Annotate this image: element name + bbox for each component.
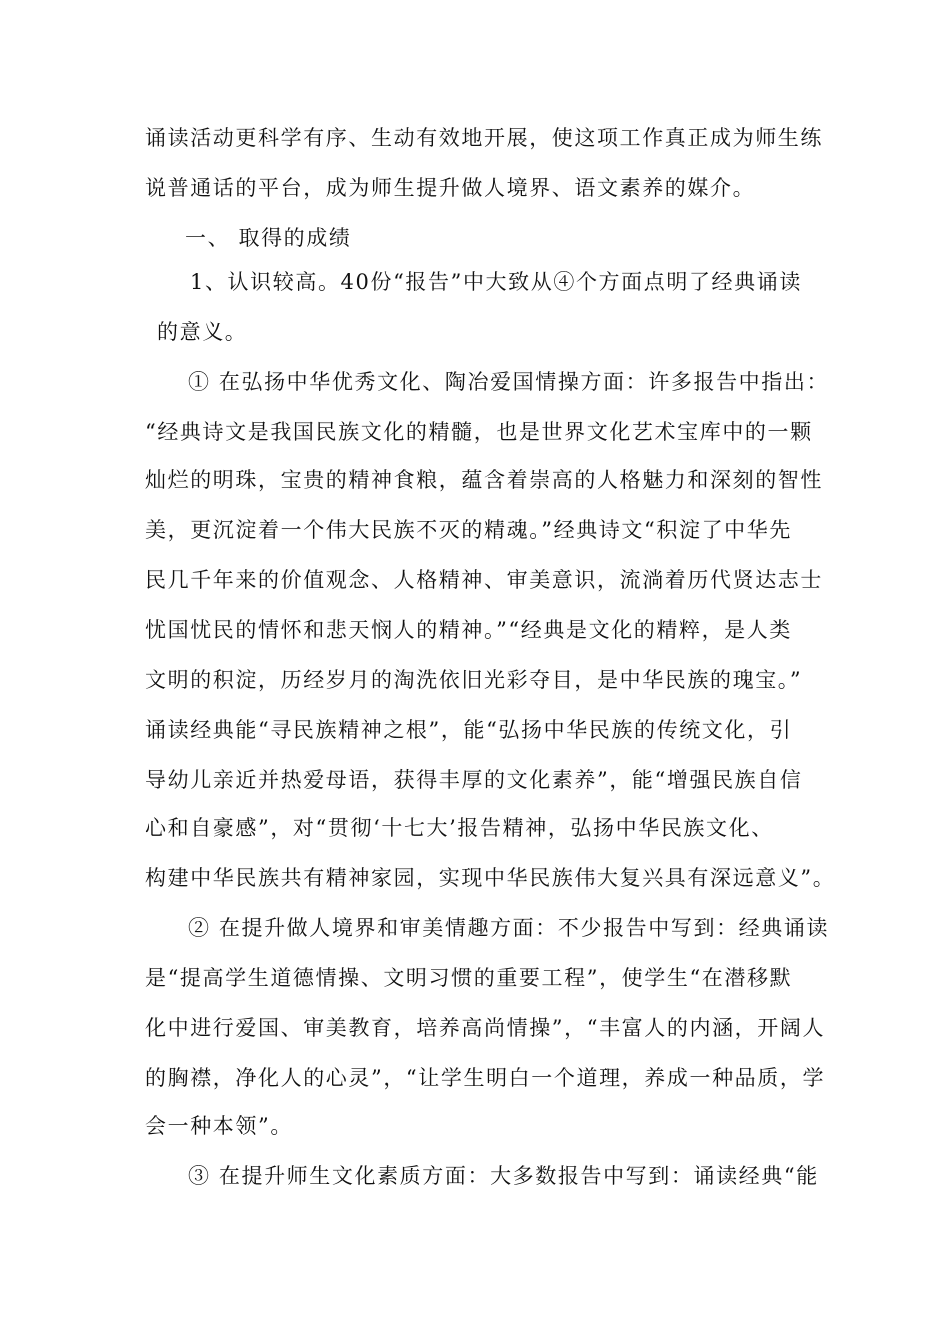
body-text-line: 心和自豪感”，对“贯彻‘十七大’报告精神，弘扬中华民族文化、 (145, 816, 774, 840)
body-text-line: “经典诗文是我国民族文化的精髓，也是世界文化艺术宝库中的一颗 (145, 420, 813, 444)
body-text-line: 1、认识较高。40份“报告”中大致从④个方面点明了经典诵读 (190, 270, 802, 294)
body-text-line: 忧国忧民的情怀和悲天悯人的精神。”“经典是文化的精粹，是人类 (145, 618, 792, 642)
body-text-line: 化中进行爱国、审美教育，培养高尚情操”，“丰富人的内涵，开阔人 (145, 1016, 826, 1040)
body-text-line: 说普通话的平台，成为师生提升做人境界、语文素养的媒介。 (145, 176, 756, 200)
body-text-line: 会一种本领”。 (145, 1114, 293, 1138)
body-text-line: 文明的积淀，历经岁月的淘洗依旧光彩夺目，是中华民族的瑰宝。” (145, 668, 803, 692)
section-heading: 一、 取得的成绩 (185, 226, 352, 250)
body-text-line: ② 在提升做人境界和审美情趣方面：不少报告中写到：经典诵读 (188, 916, 830, 940)
body-text-line: 诵读经典能“寻民族精神之根”，能“弘扬中华民族的传统文化，引 (145, 718, 793, 742)
body-text-line: ① 在弘扬中华优秀文化、陶冶爱国情操方面：许多报告中指出： (188, 370, 830, 394)
body-text-line: 导幼儿亲近并热爱母语，获得丰厚的文化素养”，能“增强民族自信 (145, 768, 803, 792)
body-text-line: 诵读活动更科学有序、生动有效地开展，使这项工作真正成为师生练 (145, 126, 823, 150)
body-text-line: ③ 在提升师生文化素质方面：大多数报告中写到：诵读经典“能 (188, 1164, 819, 1188)
body-text-line: 构建中华民族共有精神家园，实现中华民族伟大复兴具有深远意义”。 (145, 866, 836, 890)
body-text-line: 是“提高学生道德情操、文明习惯的重要工程”，使学生“在潜移默 (145, 966, 793, 990)
body-text-line: 的胸襟，净化人的心灵”，“让学生明白一个道理，养成一种品质，学 (145, 1066, 826, 1090)
body-text-line: 灿烂的明珠，宝贵的精神食粮，蕴含着崇高的人格魅力和深刻的智性 (145, 468, 823, 492)
body-text-line: 美，更沉淀着一个伟大民族不灭的精魂。”经典诗文“积淀了中华先 (145, 518, 792, 542)
body-text-line: 民几千年来的价值观念、人格精神、审美意识，流淌着历代贤达志士 (145, 568, 823, 592)
body-text-line: 的意义。 (157, 320, 248, 344)
